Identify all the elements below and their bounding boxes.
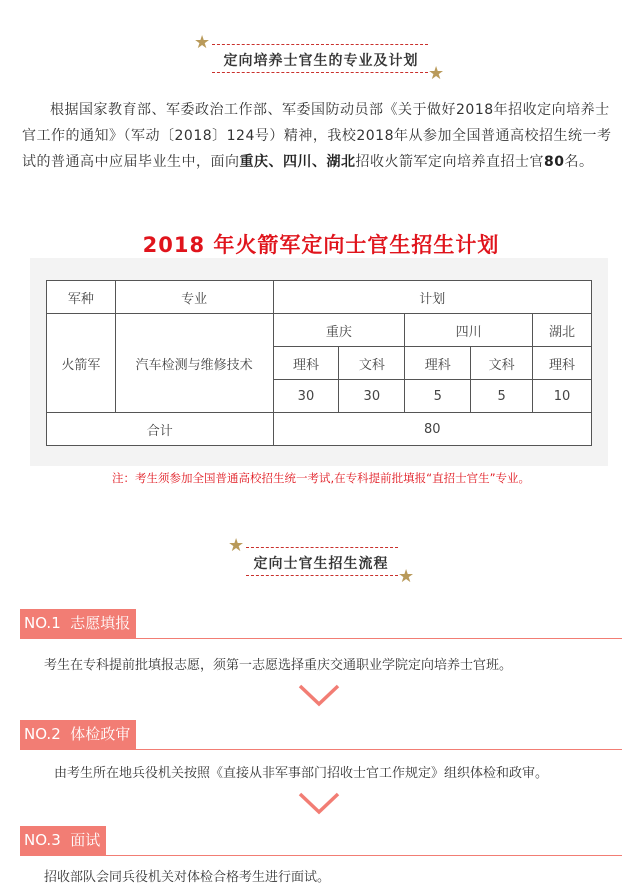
divider-bottom bbox=[212, 72, 428, 73]
plan-table bbox=[46, 280, 592, 446]
total-label: 合计 bbox=[47, 413, 274, 446]
plan-table-panel bbox=[30, 258, 608, 466]
separator: 、 bbox=[312, 154, 327, 170]
chevron-down-icon bbox=[296, 682, 342, 708]
value-cell: 5 bbox=[405, 380, 471, 413]
step-text-1: 考生在专科提前批填报志愿，须第一志愿选择重庆交通职业学院定向培养士官班。 bbox=[44, 658, 513, 673]
intro-text: 招收火箭军定向培养直招士官 bbox=[355, 154, 544, 170]
region-header: 四川 bbox=[405, 314, 533, 347]
value-cell: 5 bbox=[471, 380, 533, 413]
star-icon: ★ bbox=[398, 566, 415, 587]
region-header: 湖北 bbox=[533, 314, 592, 347]
intro-text: 根据国家教育部、军委政治工作部、军委国防动员部《关于做好2018年招收定向培养士官工作的通知》（军动〔2018〕124号）精神，我校2018年从参加全国普通高校招生统一考试的普通高中应届毕业生中，面向 bbox=[22, 102, 612, 170]
step-underline bbox=[20, 855, 622, 856]
section-title-process: 定向士官生招生流程 bbox=[253, 556, 389, 572]
region-chongqing: 重庆 bbox=[239, 154, 269, 170]
step-title: 体检政审 bbox=[70, 725, 131, 743]
star-icon: ★ bbox=[228, 535, 245, 556]
table-row bbox=[47, 413, 592, 446]
subject-cell: 文科 bbox=[471, 347, 533, 380]
step-number: NO.2 bbox=[24, 725, 61, 743]
step-underline bbox=[20, 749, 622, 750]
value-cell: 30 bbox=[273, 380, 339, 413]
region-sichuan: 四川 bbox=[283, 154, 312, 170]
divider-top bbox=[246, 547, 398, 548]
subject-cell: 文科 bbox=[339, 347, 405, 380]
star-icon: ★ bbox=[428, 63, 445, 84]
value-cell: 10 bbox=[533, 380, 592, 413]
cell-major: 汽车检测与维修技术 bbox=[115, 314, 273, 413]
region-header: 重庆 bbox=[273, 314, 405, 347]
total-value: 80 bbox=[273, 413, 591, 446]
chevron-down-icon bbox=[296, 790, 342, 816]
divider-bottom bbox=[246, 575, 398, 576]
step-badge-3 bbox=[20, 826, 106, 855]
region-hubei: 湖北 bbox=[326, 154, 356, 170]
subject-cell: 理科 bbox=[533, 347, 592, 380]
star-icon: ★ bbox=[194, 32, 211, 53]
separator: 、 bbox=[268, 154, 283, 170]
step-number: NO.3 bbox=[24, 831, 61, 849]
plan-note: 注：考生须参加全国普通高校招生统一考试,在专科提前批填报“直招士官生”专业。 bbox=[111, 471, 531, 485]
subject-cell: 理科 bbox=[405, 347, 471, 380]
plan-title: 2018 年火箭军定向士官生招生计划 bbox=[142, 233, 500, 257]
step-badge-1 bbox=[20, 609, 136, 638]
section-title-plan: 定向培养士官生的专业及计划 bbox=[223, 53, 419, 69]
divider-top bbox=[212, 44, 428, 45]
intro-paragraph bbox=[22, 97, 620, 175]
table-row bbox=[47, 281, 592, 314]
header-branch: 军种 bbox=[47, 281, 116, 314]
step-number: NO.1 bbox=[24, 614, 61, 632]
step-text-3: 招收部队会同兵役机关对体检合格考生进行面试。 bbox=[44, 870, 331, 885]
step-underline bbox=[20, 638, 622, 639]
value-cell: 30 bbox=[339, 380, 405, 413]
step-title: 面试 bbox=[70, 831, 101, 849]
recruit-count: 80 bbox=[544, 154, 565, 170]
header-plan: 计划 bbox=[273, 281, 591, 314]
cell-branch: 火箭军 bbox=[47, 314, 116, 413]
subject-cell: 理科 bbox=[273, 347, 339, 380]
step-badge-2 bbox=[20, 720, 136, 749]
step-text-2: 由考生所在地兵役机关按照《直接从非军事部门招收士官工作规定》组织体检和政审。 bbox=[54, 766, 549, 781]
header-major: 专业 bbox=[115, 281, 273, 314]
table-row bbox=[47, 314, 592, 347]
intro-text: 名。 bbox=[564, 154, 594, 170]
step-title: 志愿填报 bbox=[70, 614, 131, 632]
